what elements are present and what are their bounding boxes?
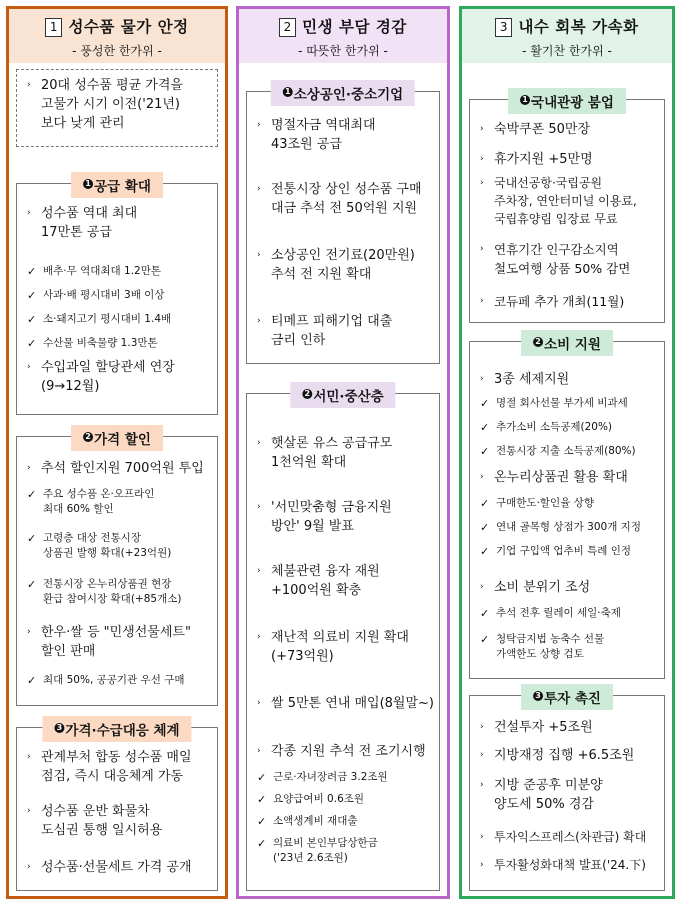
column-burden-relief [236,6,450,899]
sub-item: ✓ 수산물 비축물량 1.3만톤 [27,337,158,350]
list-item: › 관계부처 합동 성수품 매일 점검, 즉시 대응체계 가동 [27,750,192,784]
column-header [462,9,672,63]
list-item: › 숙박쿠폰 50만장 [480,122,591,137]
section-supply [16,179,218,415]
section-response [16,723,218,891]
section-middle-class [246,389,440,891]
list-item: › 햇살론 유스 공급규모 1천억원 확대 [257,436,393,470]
sub-item: ✓ 연내 골목형 상점가 300개 지정 [480,521,641,534]
sub-item: ✓ 추석 전후 릴레이 세일·축제 [480,607,621,620]
column-price-stability [6,6,228,899]
column-subtitle: - 따뜻한 한가위 - [298,44,388,58]
list-item: › 연휴기간 인구감소지역 철도여행 상품 50% 감면 [480,242,631,276]
sub-item: ✓ 최대 50%, 공공기관 우선 구매 [27,674,185,687]
list-item: › 투자활성화대책 발표('24.下) [480,858,646,872]
sub-item: ✓ 근로·자녀장려금 3.2조원 [257,771,388,784]
sub-item: ✓ 배추·무 역대최대 1.2만톤 [27,265,161,278]
column-domestic-demand [459,6,675,899]
sub-item: ✓ 청탁금지법 농축수 선물 가액한도 상향 검토 [480,633,605,660]
sub-item: ✓ 추가소비 소득공제(20%) [480,421,613,434]
list-item: › 성수품 역대 최대 17만톤 공급 [27,206,138,240]
list-item: › 소비 분위기 조성 [480,580,591,595]
section-consumption [469,337,665,679]
section-title: 2 가격 할인 [71,425,163,451]
sub-item: ✓ 명절 회사선물 부가세 비과세 [480,397,628,410]
list-item: › 투자익스프레스(차관급) 확대 [480,830,647,844]
list-item: › 전통시장 상인 성수품 구매 대금 추석 전 50억원 지원 [257,182,422,216]
list-item: › 명절자금 역대최대 43조원 공급 [257,118,376,152]
list-item: › 수입과일 할당관세 연장 (9→12월) [27,360,175,394]
sub-item: ✓ 사과·배 평시대비 3배 이상 [27,289,165,302]
column-header [239,9,447,63]
sub-item: ✓ 의료비 본인부담상한금 ('23년 2.6조원) [257,837,378,864]
sub-item: ✓ 소액생계비 재대출 [257,815,358,828]
section-title: 1 공급 확대 [71,172,163,198]
sub-item: ✓ 고령층 대상 전통시장 상품권 발행 확대(+23억원) [27,532,172,559]
list-item: › 국내선공항·국립공원 주차장, 연안터미널 이용료, 국립휴양림 입장료 무료 [480,176,637,226]
list-item: › 지방재정 집행 +6.5조원 [480,748,635,763]
sub-item: ✓ 소·돼지고기 평시대비 1.4배 [27,313,172,326]
list-item: › 추석 할인지원 700억원 투입 [27,461,204,476]
column-title: 성수품 물가 안정 [68,18,189,36]
list-item: › 쌀 5만톤 연내 매입(8월말~) [257,696,434,711]
section-discount [16,432,218,706]
column-header [9,9,225,63]
section-title: 3 투자 촉진 [521,684,613,710]
list-item: › 코듀페 추가 개최(11월) [480,294,625,309]
section-title: 1 소상공인·중소기업 [271,80,415,106]
list-item: › 성수품·선물세트 가격 공개 [27,860,192,875]
sub-item: ✓ 주요 성수품 온·오프라인 최대 60% 할인 [27,488,155,515]
column-subtitle: - 풍성한 한가위 - [72,44,162,58]
intro-box [16,69,218,147]
column-title: 내수 회복 가속화 [518,18,639,36]
column-number: 1 [45,18,62,37]
list-item: › 온누리상품권 활용 확대 [480,470,628,485]
sub-item: ✓ 요양급여비 0.6조원 [257,793,365,806]
list-item: › 체불관련 융자 재원 +100억원 확충 [257,564,380,598]
section-title: 1 국내관광 붐업 [508,88,626,114]
section-small-business [246,87,440,364]
section-title: 2 소비 지원 [521,330,613,356]
list-item: › 한우·쌀 등 "민생선물세트" 할인 판매 [27,625,191,659]
list-item: › 재난적 의료비 지원 확대 (+73억원) [257,630,409,664]
list-item: › 티메프 피해기업 대출 금리 인하 [257,314,393,348]
list-item: › 3종 세제지원 [480,372,570,387]
section-title: 2 서민·중산층 [290,382,395,408]
sub-item: ✓ 전통시장 지출 소득공제(80%) [480,445,636,458]
column-number: 3 [495,18,512,37]
section-tourism [469,95,665,323]
list-item: › 건설투자 +5조원 [480,720,593,735]
list-item: › 성수품 운반 화물차 도심권 통행 일시허용 [27,804,163,838]
sub-item: ✓ 기업 구입액 업추비 특례 인정 [480,545,632,558]
column-title: 민생 부담 경감 [302,18,407,36]
column-number: 2 [279,18,296,37]
section-title: 3 가격·수급대응 체계 [42,716,191,742]
list-item: › 지방 준공후 미분양 양도세 50% 경감 [480,778,603,812]
list-item: › 각종 지원 추석 전 조기시행 [257,744,426,759]
column-subtitle: - 활기찬 한가위 - [522,44,612,58]
list-item: › 20대 성수품 평균 가격을 고물가 시기 이전('21년) 보다 낮게 관리 [27,78,183,131]
sub-item: ✓ 전통시장 온누리상품권 현장 환급 참여시장 확대(+85개소) [27,578,182,605]
list-item: › 휴가지원 +5만명 [480,152,593,167]
list-item: › 소상공인 전기료(20만원) 추석 전 지원 확대 [257,248,415,282]
section-investment [469,691,665,891]
sub-item: ✓ 구매한도·할인율 상향 [480,497,594,510]
list-item: › '서민맞춤형 금융지원 방안' 9월 발표 [257,500,392,534]
